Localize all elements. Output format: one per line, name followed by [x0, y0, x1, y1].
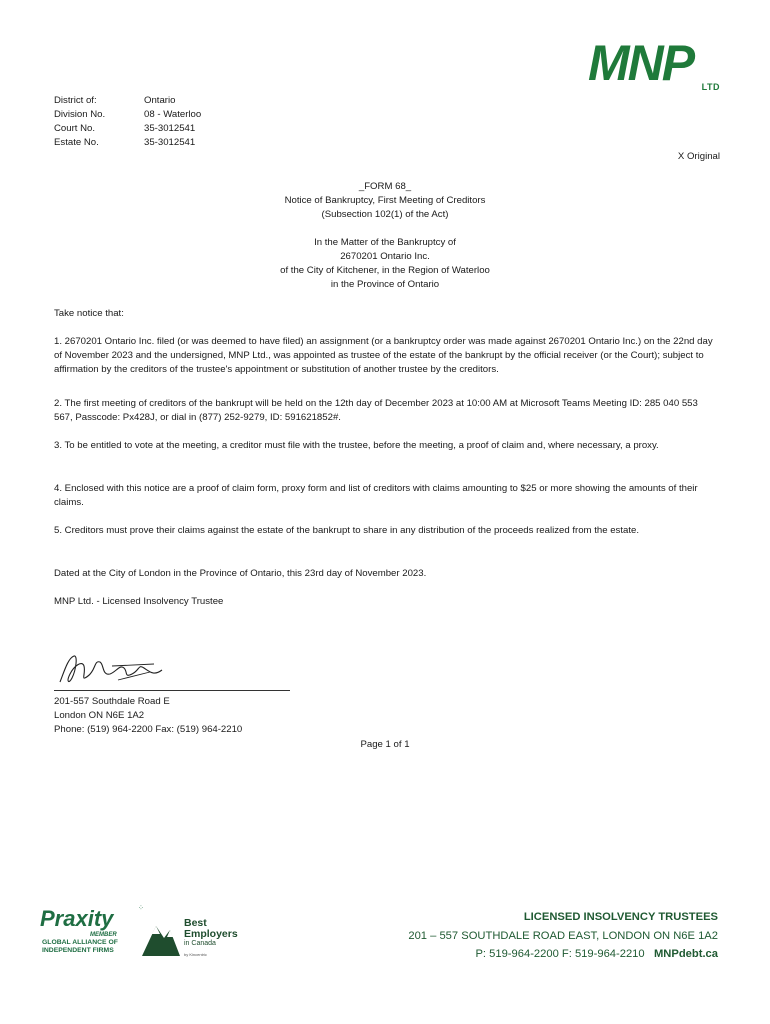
best-tag: by Kincentric — [184, 952, 207, 957]
matter-line-2: 2670201 Ontario Inc. — [340, 251, 430, 262]
address-phone: Phone: (519) 964-2200 Fax: (519) 964-2210 — [54, 724, 243, 735]
best-line-1: Best — [184, 917, 207, 929]
court-value: 35-3012541 — [144, 123, 196, 134]
intro-text: Take notice that: — [54, 308, 124, 319]
district-label: District of: — [54, 95, 97, 106]
dated-line: Dated at the City of London in the Province of Ontario, this 23rd day of November 2023. — [54, 568, 427, 579]
division-label: Division No. — [54, 109, 106, 120]
praxity-alliance-line-2: INDEPENDENT FIRMS — [42, 947, 114, 954]
paragraph-3: 3. To be entitled to vote at the meeting, a creditor must file with the trustee, before the meeting, a proof of claim and, where necessary, a proxy. — [54, 440, 659, 451]
best-employers-logo — [140, 912, 250, 962]
form-number: _FORM 68_ — [358, 181, 412, 192]
matter-line-4: in the Province of Ontario — [330, 279, 440, 290]
signature-image — [54, 652, 174, 688]
mnp-logo-suffix: LTD — [701, 82, 720, 92]
mnp-logo-text: MNP — [588, 35, 694, 91]
signer-line: MNP Ltd. - Licensed Insolvency Trustee — [54, 596, 224, 607]
court-label: Court No. — [54, 123, 96, 134]
footer-contact — [475, 948, 718, 960]
praxity-name: Praxity — [40, 906, 114, 931]
mnp-logo — [588, 35, 720, 94]
star-dots-icon: ⁘ — [138, 905, 144, 912]
praxity-member: MEMBER — [90, 932, 117, 938]
footer-phone: P: 519-964-2200 F: 519-964-2210 — [475, 948, 645, 960]
praxity-logo — [40, 905, 144, 958]
footer-website-link[interactable]: MNPdebt.ca — [653, 948, 718, 960]
estate-label: Estate No. — [54, 137, 99, 148]
address-line-2: London ON N6E 1A2 — [54, 710, 145, 721]
matter-line-1: In the Matter of the Bankruptcy of — [314, 237, 456, 248]
district-value: Ontario — [144, 95, 176, 106]
mountain-icon — [140, 912, 182, 960]
copy-type: X Original — [677, 151, 720, 162]
best-line-3: in Canada — [184, 940, 216, 947]
signature-line — [54, 690, 290, 691]
address-line-1: 201-557 Southdale Road E — [54, 696, 170, 707]
footer-address: 201 – 557 SOUTHDALE ROAD EAST, LONDON ON N6E 1A2 — [408, 930, 718, 942]
paragraph-5: 5. Creditors must prove their claims against the estate of the bankrupt to share in any distribution of the proceeds realized from the estate. — [54, 525, 639, 536]
best-employers-title — [184, 918, 238, 940]
paragraph-2: 2. The first meeting of creditors of the bankrupt will be held on the 12th day of December 2023 at 10:00 AM at Microsoft Teams Meeting ID: 285 040 553 567, Passcode: Px428J, or dial in (877) 252-9279, ID: 591621852#. — [54, 398, 698, 423]
footer-title: LICENSED INSOLVENCY TRUSTEES — [523, 911, 718, 923]
estate-value: 35-3012541 — [144, 137, 196, 148]
form-title: Notice of Bankruptcy, First Meeting of Creditors — [284, 195, 486, 206]
page-number: Page 1 of 1 — [360, 739, 410, 750]
paragraph-1: 1. 2670201 Ontario Inc. filed (or was deemed to have filed) an assignment (or a bankruptcy order was made against 2670201 Ontario Inc.) on the 22nd day of November 2023 and the undersigned, MNP Ltd., was appointed as trustee of the estate of the bankrupt by the official receiver (or the Court); subject to affirmation by the creditors of the trustee's appointment or substitution of another trustee by the creditors. — [54, 336, 713, 375]
division-value: 08 - Waterloo — [144, 109, 202, 120]
praxity-alliance — [42, 939, 132, 955]
best-line-2: Employers — [184, 928, 238, 940]
form-subsection: (Subsection 102(1) of the Act) — [321, 209, 449, 220]
matter-line-3: of the City of Kitchener, in the Region of Waterloo — [280, 265, 490, 276]
praxity-alliance-line-1: GLOBAL ALLIANCE OF — [42, 939, 118, 946]
paragraph-4: 4. Enclosed with this notice are a proof of claim form, proxy form and list of creditors with claims amounting to $25 or more showing the amounts of their claims. — [54, 483, 698, 508]
